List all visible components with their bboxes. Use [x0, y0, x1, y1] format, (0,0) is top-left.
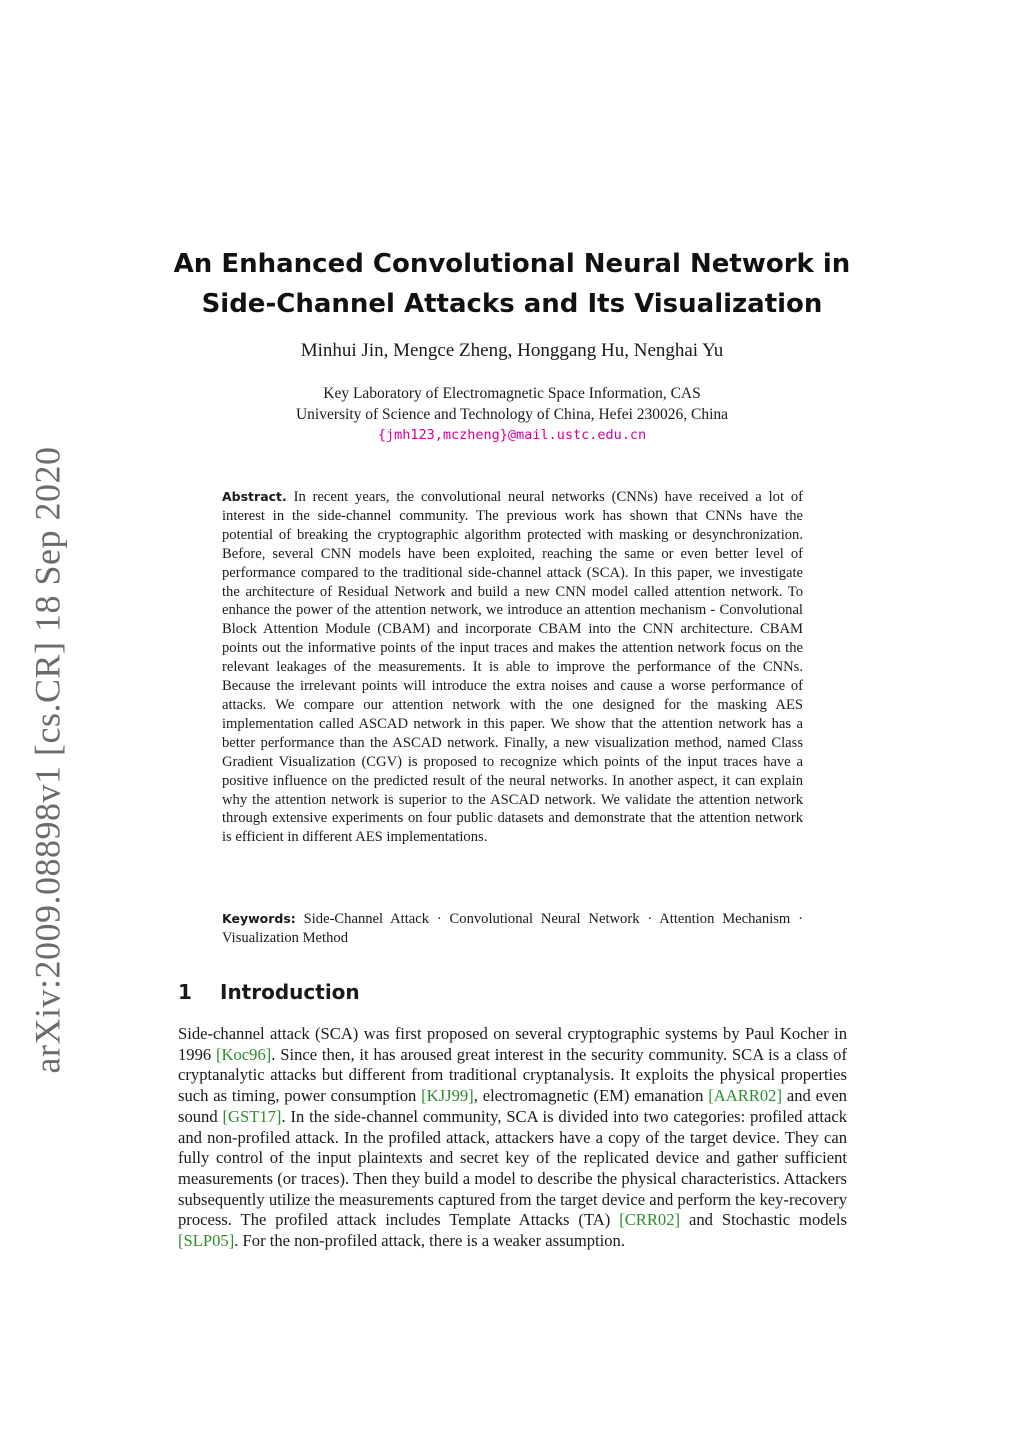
- affiliation-line-2: University of Science and Technology of China, Hefei 230026, China: [295, 405, 729, 423]
- citation-link-aarr02[interactable]: [AARR02]: [708, 1086, 782, 1106]
- arxiv-id-text: arXiv:2009.08898v1 [cs.CR] 18 Sep 2020: [27, 446, 67, 1073]
- paper-title: [150, 244, 874, 324]
- intro-text-6: and Stochastic models: [680, 1210, 847, 1230]
- citation-link-slp05[interactable]: [SLP05]: [178, 1231, 235, 1251]
- author-email-link[interactable]: {jmh123,mczheng}@mail.ustc.edu.cn: [377, 427, 647, 443]
- intro-text-2: . Since then, it has aroused great interest in the security community. SCA is a class of cryptanalytic attacks but different from traditional cryptanalysis. It exploits the physical properties such as timing, power consumption: [178, 1044, 848, 1106]
- intro-text-5: . In the side-channel community, SCA is divided into two categories: profiled attack and non-profiled attack. In the profiled attack, attackers have a copy of the target device. They can fully control of the input plaintexts and secret key of the replicated device and gather sufficient measurements (or traces). Then they build a model to describe the physical characteristics. Attackers subsequently utilize the measurements captured from the target device and perform the key-recovery process. The profiled attack includes Template Attacks (TA): [178, 1106, 847, 1230]
- abstract-label: Abstract.: [222, 489, 287, 504]
- abstract-block: [222, 488, 803, 847]
- title-line-1: An Enhanced Convolutional Neural Network in: [173, 249, 851, 279]
- intro-text-3: , electromagnetic (EM) emanation: [473, 1086, 709, 1106]
- intro-text-4: and even sound: [178, 1086, 847, 1126]
- section-heading-introduction: [178, 980, 360, 1004]
- keywords-block: [222, 909, 803, 948]
- keywords-label: Keywords:: [222, 911, 296, 926]
- affiliation-block: [150, 384, 874, 446]
- author-list: Minhui Jin, Mengce Zheng, Honggang Hu, Nenghai Yu: [300, 340, 724, 361]
- intro-text-7: . For the non-profiled attack, there is a weaker assumption.: [234, 1231, 626, 1251]
- section-number: 1: [178, 980, 192, 1004]
- intro-text-1: Side-channel attack (SCA) was first proposed on several cryptographic systems by Paul Kocher in 1996: [178, 1024, 847, 1064]
- citation-link-kjj99[interactable]: [KJJ99]: [421, 1086, 474, 1106]
- citation-link-koc96[interactable]: [Koc96]: [216, 1044, 272, 1064]
- abstract-text: In recent years, the convolutional neural networks (CNNs) have received a lot of interest in the side-channel community. The previous work has shown that CNNs have the potential of breaking the cryptographic algorithm protected with masking or desynchronization. Before, several CNN models have been exploited, reaching the same or even better level of performance compared to the traditional side-channel attack (SCA). In this paper, we investigate the architecture of Residual Network and build a new CNN model called attention network. To enhance the power of the attention network, we introduce an attention mechanism - Convolutional Block Attention Module (CBAM) and incorporate CBAM into the CNN architecture. CBAM points out the informative points of the input traces and makes the attention network focus on the relevant leakages of the measurements. It is able to improve the performance of the CNNs. Because the irrelevant points will introduce the extra noises and cause a worse performance of attacks. We compare our attention network with the one designed for the masking AES implementation called ASCAD network in this paper. We show that the attention network has a better performance than the ASCAD network. Finally, a new visualization method, named Class Gradient Visualization (CGV) is proposed to recognize which points of the input traces have a positive influence on the predicted result of the neural networks. In another aspect, it can explain why the attention network is superior to the ASCAD network. We validate the attention network through extensive experiments on four public datasets and demonstrate that the attention network is efficient in different AES implementations.: [222, 489, 803, 846]
- arxiv-identifier-stamp: [18, 446, 76, 1073]
- introduction-paragraph: [178, 1024, 847, 1252]
- citation-link-gst17[interactable]: [GST17]: [222, 1106, 282, 1126]
- title-line-2: Side-Channel Attacks and Its Visualization: [201, 289, 823, 319]
- section-title: Introduction: [220, 980, 360, 1004]
- citation-link-crr02[interactable]: [CRR02]: [619, 1210, 681, 1230]
- keywords-text: Side-Channel Attack · Convolutional Neural Network · Attention Mechanism · Visualization Method: [222, 911, 803, 946]
- affiliation-line-1: Key Laboratory of Electromagnetic Space Information, CAS: [323, 385, 701, 402]
